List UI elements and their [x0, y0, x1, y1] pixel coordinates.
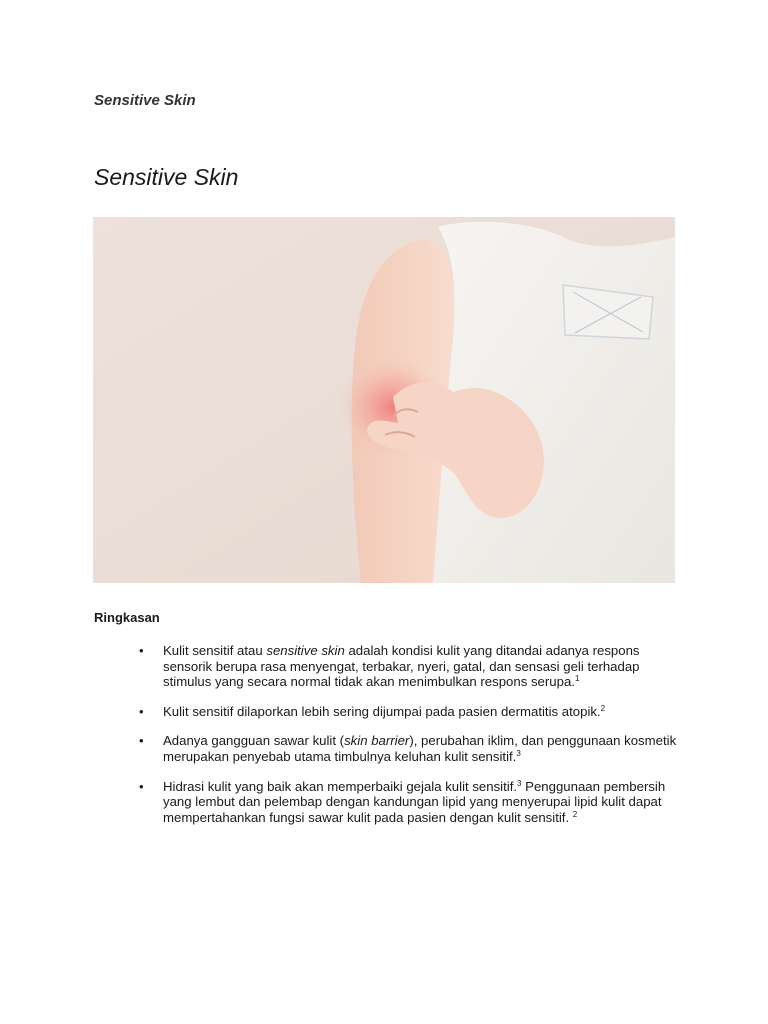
list-item: [139, 778, 678, 826]
bullet-icon: •: [139, 703, 144, 719]
item-text: adalah kondisi kulit yang ditandai adanya respons sensorik berupa rasa menyengat, terbakar, nyeri, gatal, dan sensasi geli terhadap stimulus yang secara normal tidak akan menimbulkan respons serupa.: [163, 643, 640, 690]
item-text: Kulit sensitif atau: [163, 643, 267, 658]
list-item: [139, 703, 678, 720]
bullet-icon: •: [139, 643, 144, 658]
citation-ref: 3: [516, 748, 521, 758]
citation-ref: 2: [600, 703, 606, 713]
bullet-icon: •: [139, 733, 144, 749]
bullet-icon: •: [139, 778, 144, 794]
list-item: [139, 733, 678, 764]
item-text: Hidrasi kulit yang baik akan memperbaiki gejala kulit sensitif.: [163, 778, 518, 794]
item-emphasis: skin barrier: [344, 733, 410, 749]
arm-scratching-photo: [93, 217, 675, 583]
item-text: ), perubahan iklim, dan penggunaan kosmetik merupakan penyebab utama timbulnya keluhan kulit sensitif.: [163, 733, 677, 764]
citation-ref: 2: [572, 809, 578, 819]
item-text: Kulit sensitif dilaporkan lebih sering dijumpai pada pasien dermatitis atopik.: [163, 703, 601, 719]
item-emphasis: sensitive skin: [266, 643, 345, 658]
summary-list: [139, 643, 678, 839]
list-item: [139, 643, 678, 690]
article-title: Sensitive Skin: [94, 164, 239, 190]
item-text: Adanya gangguan sawar kulit (: [163, 733, 345, 749]
summary-heading: Ringkasan: [94, 610, 160, 625]
document-header-title: Sensitive Skin: [94, 92, 196, 109]
citation-ref: 1: [574, 674, 580, 684]
citation-ref: 3: [517, 778, 522, 788]
item-text: Penggunaan pembersih yang lembut dan pelembap dengan kandungan lipid yang menyerupai lipid kulit dapat mempertahankan fungsi sawar kulit pada pasien dengan kulit sensitif.: [163, 778, 666, 825]
